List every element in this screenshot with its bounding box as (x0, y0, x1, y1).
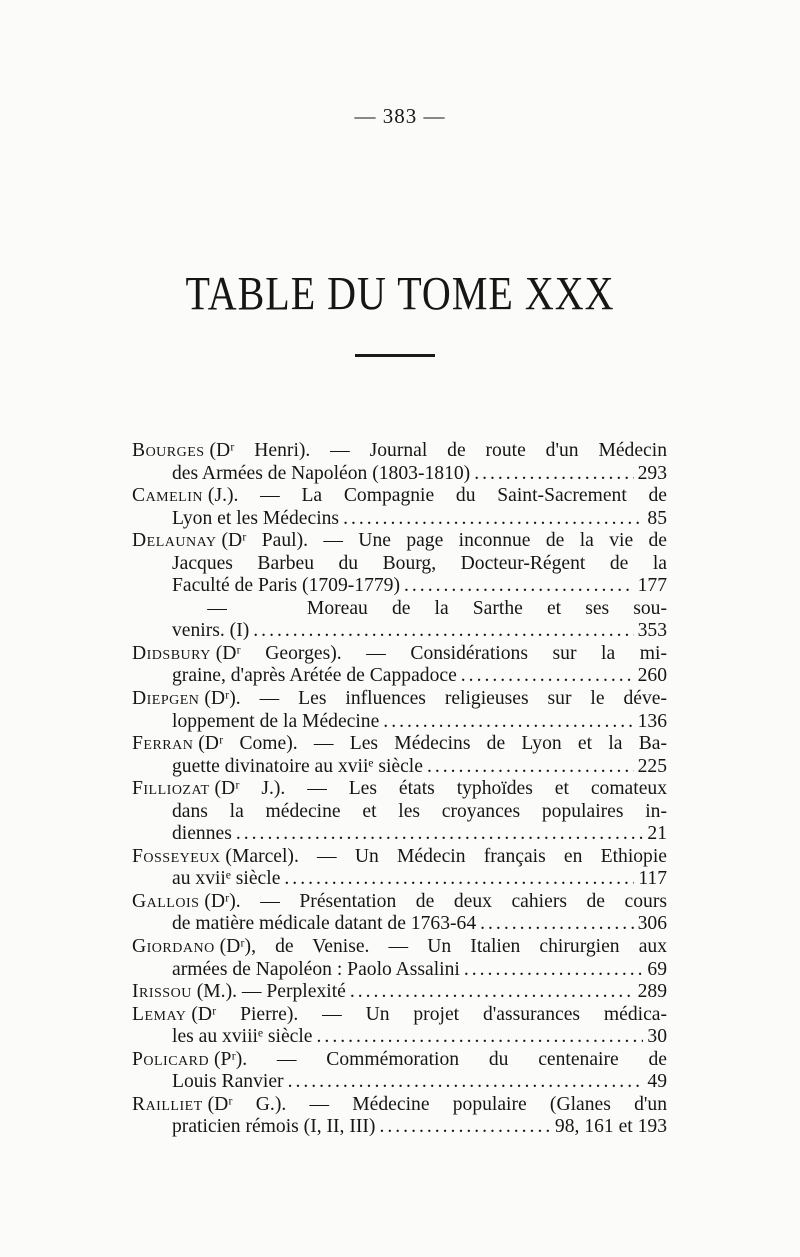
page-number: — 383 — (354, 104, 446, 128)
toc-entry-line (132, 711, 667, 734)
toc-entry-line (132, 575, 667, 598)
toc-title-text: (Dʳ), de Venise. — Un Italien chirurgien aux (219, 936, 667, 958)
toc-author: Policard (132, 1048, 210, 1070)
toc-entry-line (132, 508, 667, 531)
toc-title-text: Jacques Barbeu du Bourg, Docteur-Régent de la (172, 552, 667, 574)
toc-title-text: diennes (172, 823, 232, 845)
toc-author: Lemay (132, 1003, 187, 1025)
leader-dots (379, 1116, 550, 1139)
toc-title-text: (Pʳ). — Commémoration du centenaire de (214, 1048, 667, 1070)
leader-dots (464, 959, 644, 982)
toc-page-number: 30 (647, 1026, 667, 1048)
toc-entry-line (132, 778, 667, 801)
table-of-contents (132, 440, 667, 1139)
toc-title-text: (Marcel). — Un Médecin français en Ethiopie (225, 845, 667, 867)
toc-title-text: graine, d'après Arétée de Cappadoce (172, 665, 457, 687)
toc-entry (132, 846, 667, 891)
leader-dots (343, 508, 643, 531)
toc-title-text: (Dʳ Come). — Les Médecins de Lyon et la Ba- (198, 733, 667, 755)
toc-entry (132, 1049, 667, 1094)
toc-entry-line (132, 485, 667, 508)
leader-dots (474, 463, 633, 486)
leader-dots (236, 823, 644, 846)
toc-entry-line (132, 891, 667, 914)
toc-title-text: au xviiᵉ siècle (172, 868, 281, 890)
leader-dots (284, 868, 634, 891)
toc-title-text: de matière médicale datant de 1763-64 (172, 913, 477, 935)
toc-title-text: (Dʳ Henri). — Journal de route d'un Médecin (209, 440, 667, 461)
toc-title-text: (Dʳ J.). — Les états typhoïdes et comateux (214, 778, 667, 800)
toc-author: Fosseyeux (132, 845, 221, 867)
toc-entry-line (132, 846, 667, 869)
toc-page-number: 289 (637, 981, 667, 1003)
toc-entry (132, 440, 667, 485)
toc-entry-line (132, 643, 667, 666)
leader-dots (288, 1071, 644, 1094)
toc-author: Filliozat (132, 778, 210, 800)
toc-title-text: dans la médecine et les croyances populaires in- (172, 800, 667, 822)
toc-entry-line (132, 620, 667, 643)
toc-page-number: 260 (637, 665, 667, 687)
toc-entry (132, 778, 667, 846)
toc-author: Delaunay (132, 530, 217, 552)
toc-title-text: (Dʳ Pierre). — Un projet d'assurances médica- (191, 1003, 667, 1025)
toc-title-text: armées de Napoléon : Paolo Assalini (172, 958, 460, 980)
toc-author: Gallois (132, 890, 200, 912)
toc-page-number: 49 (647, 1071, 667, 1093)
toc-page-number: 98, 161 et 193 (554, 1116, 667, 1138)
toc-entry-line (132, 1071, 667, 1094)
toc-entry-line (132, 1004, 667, 1027)
toc-entry (132, 981, 667, 1004)
toc-entry-line (132, 1026, 667, 1049)
toc-entry-line (132, 1049, 667, 1072)
toc-entry (132, 643, 667, 688)
toc-author: Giordano (132, 936, 215, 958)
toc-page-number: 353 (637, 620, 667, 642)
toc-title-text: (M.). — Perplexité (196, 981, 346, 1003)
toc-page-number: 21 (647, 823, 667, 845)
page-title: TABLE DU TOME XXX (185, 267, 615, 321)
toc-entry (132, 530, 667, 598)
toc-entry-line (132, 688, 667, 711)
toc-entry-line (132, 530, 667, 553)
toc-entry (132, 688, 667, 733)
leader-dots (350, 981, 634, 1004)
toc-entry (132, 1004, 667, 1049)
toc-entry-line (132, 733, 667, 756)
toc-entry (132, 733, 667, 778)
toc-title-text: Faculté de Paris (1709-1779) (172, 575, 400, 597)
toc-page-number: 69 (647, 958, 667, 980)
toc-title-text: praticien rémois (I, II, III) (172, 1116, 376, 1138)
toc-entry-line (132, 553, 667, 576)
toc-title-text: (Dʳ). — Les influences religieuses sur le déve- (204, 688, 667, 710)
toc-page-number: 177 (637, 575, 667, 597)
toc-entry-line (132, 1116, 667, 1139)
toc-author: Ferran (132, 733, 194, 755)
leader-dots (427, 756, 634, 779)
toc-title-text: Moreau de la Sarthe et ses sou- (306, 597, 667, 619)
toc-title-text: Lyon et les Médecins (172, 507, 340, 529)
toc-page-number: 306 (637, 913, 667, 935)
toc-entry-line (132, 598, 667, 621)
toc-entry-line (132, 959, 667, 982)
toc-title-text: guette divinatoire au xviiᵉ siècle (172, 755, 423, 777)
leader-dots (404, 575, 634, 598)
toc-entry-line (132, 801, 667, 824)
toc-page-number: 225 (637, 755, 667, 777)
leader-dots (461, 665, 634, 688)
toc-page-number: 85 (647, 507, 667, 529)
leader-dots (383, 711, 633, 734)
toc-entry-line (132, 823, 667, 846)
leader-dots (317, 1026, 644, 1049)
toc-entry (132, 1094, 667, 1139)
toc-entry (132, 891, 667, 936)
toc-page-number: 136 (637, 710, 667, 732)
toc-title-text: Louis Ranvier (172, 1071, 284, 1093)
toc-entry-line (132, 440, 667, 463)
toc-title-text: (Dʳ). — Présentation de deux cahiers de cours (204, 890, 667, 912)
toc-entry (132, 485, 667, 530)
toc-author: Camelin (132, 485, 204, 507)
toc-entry (132, 598, 667, 643)
toc-title-text: (Dʳ G.). — Médecine populaire (Glanes d'un (207, 1093, 667, 1115)
toc-author: Didsbury (132, 642, 211, 664)
toc-title-text: loppement de la Médecine (172, 710, 380, 732)
toc-entry-line (132, 1094, 667, 1117)
toc-page-number: 293 (637, 462, 667, 484)
toc-entry-line (132, 756, 667, 779)
toc-title-text: (Dʳ Georges). — Considérations sur la mi- (215, 642, 667, 664)
title-divider (355, 354, 435, 357)
toc-title-text: venirs. (I) (172, 620, 250, 642)
toc-entry (132, 936, 667, 981)
toc-title-text: (Dʳ Paul). — Une page inconnue de la vie de (221, 530, 667, 552)
toc-author: Railliet (132, 1093, 203, 1115)
toc-author: Bourges (132, 440, 205, 461)
leader-dots (480, 913, 633, 936)
toc-author: — (207, 597, 227, 619)
toc-entry-line (132, 665, 667, 688)
toc-entry-line (132, 936, 667, 959)
toc-entry-line (132, 463, 667, 486)
toc-page-number: 117 (638, 868, 667, 890)
toc-title-text: les au xviiiᵉ siècle (172, 1026, 313, 1048)
toc-entry-line (132, 913, 667, 936)
toc-title-text: (J.). — La Compagnie du Saint-Sacrement de (207, 485, 667, 507)
toc-entry-line (132, 868, 667, 891)
leader-dots (253, 620, 633, 643)
toc-entry-line (132, 981, 667, 1004)
toc-author: Diepgen (132, 688, 200, 710)
toc-title-text: des Armées de Napoléon (1803-1810) (172, 462, 471, 484)
toc-author: Irissou (132, 981, 192, 1003)
